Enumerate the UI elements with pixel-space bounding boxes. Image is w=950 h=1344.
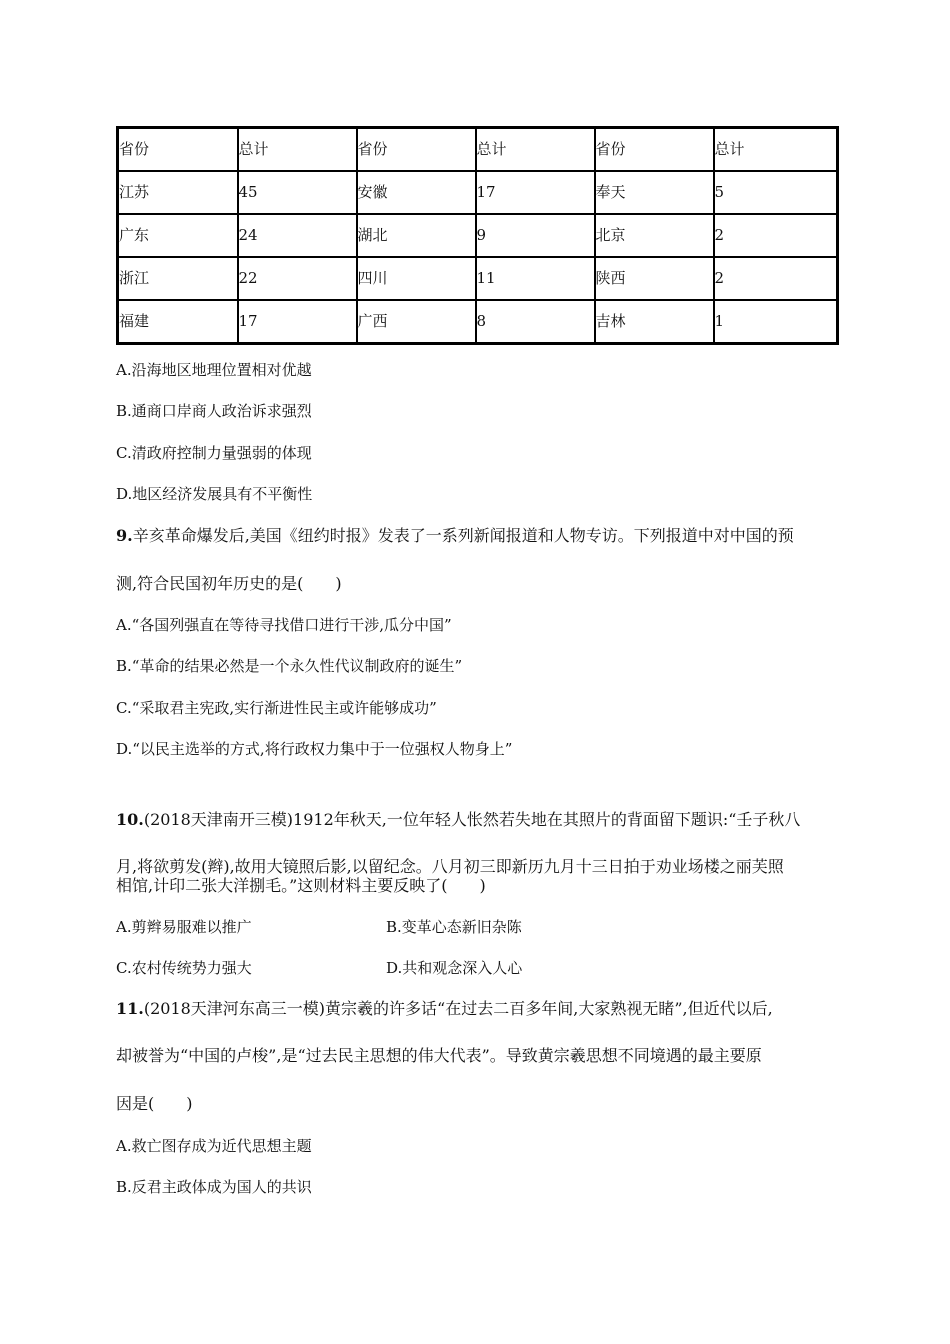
table-row xyxy=(118,257,838,300)
q9-stem-text: 辛亥革命爆发后,美国《纽约时报》发表了一系列新闻报道和人物专访。下列报道中对中国的预 xyxy=(132,526,794,545)
table-cell: 陕西 xyxy=(595,257,714,300)
q11-stem-line-2: 却被誉为“中国的卢梭”,是“过去民主思想的伟大代表”。导致黄宗羲思想不同境遇的最主要原 xyxy=(116,1046,762,1065)
province-stats-table xyxy=(116,126,839,345)
table-row xyxy=(118,214,838,257)
q11-option-a: A.救亡图存成为近代思想主题 xyxy=(116,1137,312,1155)
table-cell: 24 xyxy=(238,214,357,257)
table-cell: 江苏 xyxy=(118,171,238,214)
table-cell: 湖北 xyxy=(357,214,476,257)
q11-option-b: B.反君主政体成为国人的共识 xyxy=(116,1178,312,1196)
table-header-cell: 省份 xyxy=(595,128,714,172)
table-cell: 四川 xyxy=(357,257,476,300)
table-cell: 2 xyxy=(714,257,838,300)
table-cell: 吉林 xyxy=(595,300,714,344)
q8-option-b: B.通商口岸商人政治诉求强烈 xyxy=(116,402,312,420)
table-cell: 浙江 xyxy=(118,257,238,300)
table-cell: 广西 xyxy=(357,300,476,344)
q10-stem-line-2: 月,将欲剪发(辫),故用大镜照后影,以留纪念。八月初三即新历九月十三日拍于劝业场楼之丽芙照 xyxy=(116,857,784,876)
q10-stem-line-3: 相馆,计印二张大洋捌毛。”这则材料主要反映了( ) xyxy=(116,876,486,895)
q11-stem-line-3: 因是( ) xyxy=(116,1094,193,1113)
table-cell: 北京 xyxy=(595,214,714,257)
table-header-cell: 省份 xyxy=(357,128,476,172)
table-cell: 45 xyxy=(238,171,357,214)
table-header-row xyxy=(118,128,838,172)
table-cell: 安徽 xyxy=(357,171,476,214)
table-header-cell: 省份 xyxy=(118,128,238,172)
q10-number: 10. xyxy=(116,810,144,829)
q11-number: 11. xyxy=(116,999,144,1018)
q10-option-a: A.剪辫易服难以推广 xyxy=(116,918,252,936)
table-cell: 8 xyxy=(476,300,595,344)
table-row xyxy=(118,171,838,214)
table-cell: 22 xyxy=(238,257,357,300)
q10-option-c: C.农村传统势力强大 xyxy=(116,959,252,977)
q9-option-a: A.“各国列强直在等待寻找借口进行干涉,瓜分中国” xyxy=(116,616,452,634)
table-cell: 广东 xyxy=(118,214,238,257)
q9-option-d: D.“以民主选举的方式,将行政权力集中于一位强权人物身上” xyxy=(116,740,513,758)
q8-option-a: A.沿海地区地理位置相对优越 xyxy=(116,361,312,379)
table-cell: 9 xyxy=(476,214,595,257)
table-header-cell: 总计 xyxy=(238,128,357,172)
table-cell: 17 xyxy=(238,300,357,344)
q9-option-c: C.“采取君主宪政,实行渐进性民主或许能够成功” xyxy=(116,699,437,717)
q10-stem-text: (2018天津南开三模)1912年秋天,一位年轻人怅然若失地在其照片的背面留下题识:“壬子秋八 xyxy=(143,810,801,829)
q8-option-c: C.清政府控制力量强弱的体现 xyxy=(116,444,312,462)
q11-stem-line-1 xyxy=(116,999,773,1019)
table-cell: 11 xyxy=(476,257,595,300)
q8-option-d: D.地区经济发展具有不平衡性 xyxy=(116,485,313,503)
table-row xyxy=(118,300,838,344)
table-header-cell: 总计 xyxy=(476,128,595,172)
q10-option-d: D.共和观念深入人心 xyxy=(386,959,523,977)
table-header-cell: 总计 xyxy=(714,128,838,172)
q9-stem-line-2: 测,符合民国初年历史的是( ) xyxy=(116,574,342,593)
q10-option-b: B.变革心态新旧杂陈 xyxy=(386,918,522,936)
table-cell: 17 xyxy=(476,171,595,214)
q11-stem-text: (2018天津河东高三一模)黄宗羲的许多话“在过去二百多年间,大家熟视无睹”,但近代以后, xyxy=(143,999,773,1018)
q9-stem-line-1 xyxy=(116,526,794,546)
table-cell: 奉天 xyxy=(595,171,714,214)
table-cell: 2 xyxy=(714,214,838,257)
q10-stem-line-1 xyxy=(116,810,800,830)
q9-number: 9. xyxy=(116,526,133,545)
table-cell: 1 xyxy=(714,300,838,344)
table-cell: 5 xyxy=(714,171,838,214)
q9-option-b: B.“革命的结果必然是一个永久性代议制政府的诞生” xyxy=(116,657,463,675)
table-cell: 福建 xyxy=(118,300,238,344)
